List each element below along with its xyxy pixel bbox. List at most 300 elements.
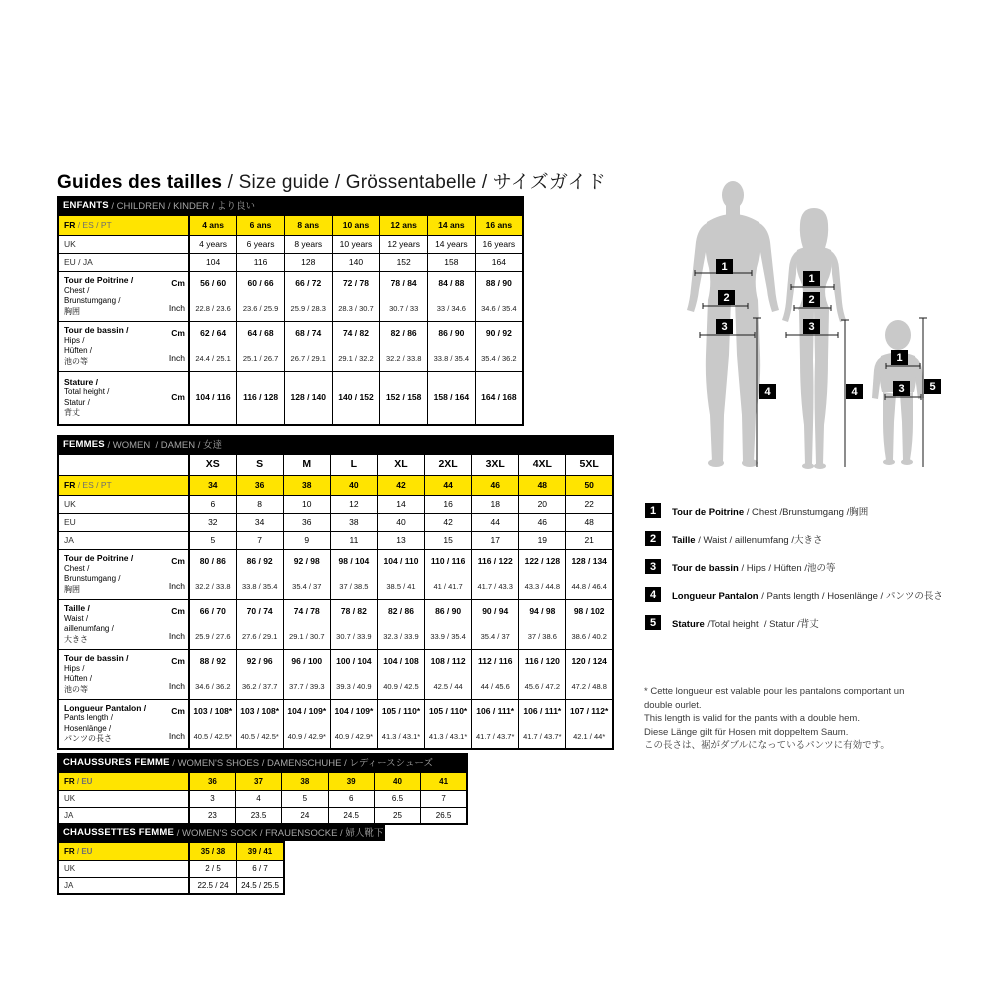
legend-item: [645, 559, 943, 574]
row-label: [58, 454, 189, 475]
cell: 32.2 / 33.8: [189, 574, 236, 599]
size-table: [57, 771, 468, 825]
cell: 33.9 / 35.4: [425, 624, 472, 649]
cell: 32.3 / 33.9: [377, 624, 424, 649]
cell: 45.6 / 47.2: [519, 674, 566, 699]
size-table: [57, 841, 285, 895]
row-label-line: Chest /: [64, 285, 90, 295]
cell: 20: [519, 495, 566, 513]
row-label: [58, 649, 155, 699]
cell: 104 / 110: [377, 549, 424, 574]
unit-label: Cm: [155, 649, 189, 674]
cell: 22.5 / 24: [189, 877, 236, 894]
table-row: [58, 649, 613, 674]
cell: 39.3 / 40.9: [330, 674, 377, 699]
cell: 37: [235, 772, 281, 790]
cell: 104 / 109*: [330, 699, 377, 724]
row-label-line: Chest /: [64, 563, 90, 573]
cell: 36.2 / 37.7: [236, 674, 283, 699]
cell: 90 / 92: [475, 321, 523, 346]
row-label-line: 胸囲: [64, 584, 80, 594]
unit-label: Inch: [155, 624, 189, 649]
pants-length-footnote: [644, 685, 984, 753]
cell: 33 / 34.6: [428, 296, 476, 321]
cell: 120 / 124: [566, 649, 613, 674]
table-row: [58, 253, 523, 271]
cell: 116 / 122: [472, 549, 519, 574]
cell: 41 / 41.7: [425, 574, 472, 599]
cell: 74 / 78: [283, 599, 330, 624]
cell: 104 / 109*: [283, 699, 330, 724]
figure-marker: 4: [759, 384, 776, 399]
legend-number-badge: 3: [645, 559, 661, 574]
table-title: CHAUSSETTES FEMME: [63, 826, 175, 838]
row-label: [58, 772, 189, 790]
cell: 84 / 88: [428, 271, 476, 296]
table-row: [58, 790, 467, 807]
row-label-subtext: / EU: [74, 776, 93, 786]
cell: 90 / 94: [472, 599, 519, 624]
table-row: [58, 531, 613, 549]
cell: 50: [566, 475, 613, 495]
women-size-table: [57, 435, 614, 750]
unit-label: Inch: [155, 296, 189, 321]
cell: 152: [380, 253, 428, 271]
cell: 26.5: [421, 807, 467, 824]
table-row: [58, 215, 523, 235]
cell: 94 / 98: [519, 599, 566, 624]
cell: 18: [472, 495, 519, 513]
legend-label-main: Longueur Pantalon: [672, 590, 759, 602]
cell: 68 / 74: [284, 321, 332, 346]
row-label: [58, 842, 189, 860]
cell: 36: [189, 772, 235, 790]
legend-label: [672, 560, 836, 574]
women-shoes-table: [57, 753, 468, 825]
cell: 23.6 / 25.9: [237, 296, 285, 321]
cell: 12: [330, 495, 377, 513]
unit-label: Cm: [155, 549, 189, 574]
legend-item: [645, 531, 943, 546]
cell: 42.1 / 44*: [566, 724, 613, 749]
cell: 158: [428, 253, 476, 271]
size-header-cell: S: [236, 454, 283, 475]
cell: 25.1 / 26.7: [237, 346, 285, 371]
unit-label: Cm: [155, 699, 189, 724]
row-label: EU: [58, 513, 189, 531]
table-row: [58, 860, 284, 877]
table-title: ENFANTS: [63, 199, 109, 211]
cell: 116: [237, 253, 285, 271]
table-row: [58, 271, 523, 296]
cell: 103 / 108*: [236, 699, 283, 724]
table-row: [58, 454, 613, 475]
cell: 40.9 / 42.9*: [283, 724, 330, 749]
legend-label: [672, 504, 868, 518]
row-label-line: Taille /: [64, 603, 90, 613]
cell: 13: [377, 531, 424, 549]
cell: 30.7 / 33: [380, 296, 428, 321]
cell: 104: [189, 253, 237, 271]
row-label: [58, 321, 155, 371]
size-header-cell: XL: [377, 454, 424, 475]
cell: 48: [519, 475, 566, 495]
cell: 82 / 86: [377, 599, 424, 624]
row-label: JA: [58, 877, 189, 894]
table-title-bar: [57, 753, 468, 771]
row-label-line: Tour de bassin /: [64, 325, 129, 335]
legend-number-badge: 1: [645, 503, 661, 518]
row-label-line: Hips /: [64, 663, 85, 673]
cell: 42: [377, 475, 424, 495]
cell: 12 ans: [380, 215, 428, 235]
figure-marker: 5: [924, 379, 941, 394]
cell: 152 / 158: [380, 371, 428, 425]
table-title-subtext: / WOMEN'S SHOES / DAMENSCHUHE / レディースシューズ: [169, 758, 433, 769]
row-label: [58, 549, 155, 599]
legend-label-main: Taille: [672, 534, 696, 546]
cell: 104 / 116: [189, 371, 237, 425]
row-label: [58, 699, 155, 749]
cell: 40.5 / 42.5*: [189, 724, 236, 749]
row-label-line: Tour de bassin /: [64, 653, 129, 663]
cell: 34.6 / 35.4: [475, 296, 523, 321]
unit-label: Inch: [155, 724, 189, 749]
cell: 25.9 / 28.3: [284, 296, 332, 321]
row-label-main: FR: [64, 776, 75, 786]
table-title-bar: [57, 823, 385, 841]
table-row: [58, 495, 613, 513]
row-label-subtext: / ES / PT: [75, 219, 112, 230]
row-label-subtext: / EU: [74, 846, 93, 856]
cell: 41: [421, 772, 467, 790]
cell: 5: [282, 790, 328, 807]
cell: 86 / 92: [236, 549, 283, 574]
footnote-line: * Cette longueur est valable pour les pantalons comportant un: [644, 686, 905, 697]
cell: 86 / 90: [425, 599, 472, 624]
row-label: [58, 599, 155, 649]
cell: 41.3 / 43.1*: [425, 724, 472, 749]
cell: 24.5 / 25.5: [237, 877, 285, 894]
size-header-cell: 5XL: [566, 454, 613, 475]
cell: 64 / 68: [237, 321, 285, 346]
row-label: [58, 271, 155, 321]
cell: 10 years: [332, 235, 380, 253]
legend-label-subtext: /Total height / Statur /背丈: [704, 618, 819, 630]
cell: 74 / 82: [332, 321, 380, 346]
cell: 43.3 / 44.8: [519, 574, 566, 599]
cell: 14 years: [428, 235, 476, 253]
cell: 8 ans: [284, 215, 332, 235]
table-row: [58, 807, 467, 824]
legend-label-main: Tour de Poitrine: [672, 506, 745, 518]
unit-label: Inch: [155, 574, 189, 599]
cell: 39: [328, 772, 374, 790]
cell: 40.9 / 42.9*: [330, 724, 377, 749]
table-title-subtext: / CHILDREN / KINDER / より良い: [108, 201, 255, 212]
cell: 34.6 / 36.2: [189, 674, 236, 699]
cell: 128 / 140: [284, 371, 332, 425]
cell: 103 / 108*: [189, 699, 236, 724]
cell: 25: [374, 807, 420, 824]
table-title-subtext: / WOMEN / DAMEN / 女達: [104, 440, 223, 451]
page-title-main: Guides des tailles: [57, 172, 223, 193]
cell: 35.4 / 37: [472, 624, 519, 649]
cell: 4 ans: [189, 215, 237, 235]
table-row: [58, 549, 613, 574]
table-row: [58, 599, 613, 624]
cell: 35 / 38: [189, 842, 236, 860]
row-label-line: Longueur Pantalon /: [64, 702, 147, 713]
cell: 98 / 104: [330, 549, 377, 574]
legend-item: [645, 587, 943, 602]
row-label-line: 池の等: [64, 356, 88, 366]
cell: 23: [189, 807, 235, 824]
row-label: [58, 371, 155, 425]
cell: 8 years: [284, 235, 332, 253]
cell: 14 ans: [428, 215, 476, 235]
cell: 44.8 / 46.4: [566, 574, 613, 599]
row-label-line: Pants length /: [64, 713, 113, 723]
man-silhouette: [687, 181, 779, 467]
legend-label-main: Tour de bassin: [672, 562, 739, 574]
row-label-line: Hips /: [64, 335, 85, 345]
cell: 88 / 90: [475, 271, 523, 296]
cell: 47.2 / 48.8: [566, 674, 613, 699]
cell: 4: [235, 790, 281, 807]
figure-marker: 1: [716, 259, 733, 274]
cell: 22: [566, 495, 613, 513]
cell: 37 / 38.5: [330, 574, 377, 599]
size-header-cell: M: [283, 454, 330, 475]
cell: 32: [189, 513, 236, 531]
figure-marker: 1: [803, 271, 820, 286]
legend-label: [672, 616, 819, 630]
table-title-bar: [57, 196, 524, 214]
row-label-line: Hüften /: [64, 346, 93, 355]
cell: 5: [189, 531, 236, 549]
cell: 6 years: [237, 235, 285, 253]
row-label-line: aillenumfang /: [64, 624, 114, 633]
cell: 16 ans: [475, 215, 523, 235]
cell: 41.7 / 43.7*: [472, 724, 519, 749]
row-label-line: 背丈: [64, 408, 80, 418]
table-row: [58, 699, 613, 724]
cell: 78 / 84: [380, 271, 428, 296]
cell: 44: [472, 513, 519, 531]
legend-number-badge: 2: [645, 531, 661, 546]
table-row: [58, 475, 613, 495]
cell: 92 / 98: [283, 549, 330, 574]
cell: 19: [519, 531, 566, 549]
cell: 25.9 / 27.6: [189, 624, 236, 649]
row-label: JA: [58, 531, 189, 549]
table-row: [58, 513, 613, 531]
row-label-line: Hüften /: [64, 674, 93, 683]
row-label-line: Brunstumgang /: [64, 296, 121, 305]
legend-label-subtext: / Hips / Hüften /池の等: [738, 562, 836, 574]
cell: 41.7 / 43.3: [472, 574, 519, 599]
cell: 33.8 / 35.4: [236, 574, 283, 599]
cell: 66 / 70: [189, 599, 236, 624]
cell: 36: [236, 475, 283, 495]
legend-label: [672, 588, 943, 602]
row-label-subtext: / ES / PT: [75, 479, 112, 490]
row-label-line: Tour de Poitrine /: [64, 553, 134, 563]
cell: 23.5: [235, 807, 281, 824]
cell: 32.2 / 33.8: [380, 346, 428, 371]
cell: 41.3 / 43.1*: [377, 724, 424, 749]
cell: 34: [236, 513, 283, 531]
children-size-table: [57, 196, 524, 426]
cell: 38: [330, 513, 377, 531]
legend-label-subtext: / Pants length / Hosenlänge / パンツの長さ: [758, 590, 943, 602]
cell: 164: [475, 253, 523, 271]
row-label: UK: [58, 235, 189, 253]
figure-marker: 4: [846, 384, 863, 399]
legend-number-badge: 4: [645, 587, 661, 602]
unit-label: Inch: [155, 346, 189, 371]
cell: 70 / 74: [236, 599, 283, 624]
table-row: [58, 371, 523, 425]
cell: 92 / 96: [236, 649, 283, 674]
cell: 116 / 128: [237, 371, 285, 425]
cell: 56 / 60: [189, 271, 237, 296]
cell: 100 / 104: [330, 649, 377, 674]
cell: 38.6 / 40.2: [566, 624, 613, 649]
cell: 6: [189, 495, 236, 513]
row-label-main: FR: [64, 219, 76, 230]
cell: 12 years: [380, 235, 428, 253]
measurement-legend: [645, 503, 943, 643]
cell: 21: [566, 531, 613, 549]
cell: 29.1 / 32.2: [332, 346, 380, 371]
row-label-main: FR: [64, 479, 76, 490]
cell: 108 / 112: [425, 649, 472, 674]
cell: 116 / 120: [519, 649, 566, 674]
figure-marker: 2: [803, 292, 820, 307]
size-table: [57, 214, 524, 426]
women-socks-table: [57, 823, 384, 895]
cell: 2 / 5: [189, 860, 236, 877]
cell: 88 / 92: [189, 649, 236, 674]
cell: 41.7 / 43.7*: [519, 724, 566, 749]
table-title: FEMMES: [63, 438, 105, 450]
cell: 16: [425, 495, 472, 513]
figure-marker: 3: [716, 319, 733, 334]
legend-label: [672, 532, 822, 546]
unit-label: Cm: [155, 271, 189, 296]
cell: 40: [377, 513, 424, 531]
unit-label: Cm: [155, 599, 189, 624]
cell: 10: [283, 495, 330, 513]
row-label-line: 胸囲: [64, 306, 80, 316]
cell: 22.8 / 23.6: [189, 296, 237, 321]
cell: 4 years: [189, 235, 237, 253]
figure-marker: 3: [803, 319, 820, 334]
cell: 105 / 110*: [377, 699, 424, 724]
cell: 16 years: [475, 235, 523, 253]
cell: 82 / 86: [380, 321, 428, 346]
row-label-line: Waist /: [64, 613, 89, 623]
footnote-line: この長さは、裾がダブルになっているパンツに有効です。: [644, 740, 890, 751]
cell: 6.5: [374, 790, 420, 807]
cell: 30.7 / 33.9: [330, 624, 377, 649]
figure-marker: 3: [893, 381, 910, 396]
cell: 7: [421, 790, 467, 807]
cell: 37 / 38.6: [519, 624, 566, 649]
cell: 27.6 / 29.1: [236, 624, 283, 649]
cell: 158 / 164: [428, 371, 476, 425]
legend-item: [645, 503, 943, 518]
row-label-main: FR: [64, 846, 75, 856]
cell: 11: [330, 531, 377, 549]
cell: 34: [189, 475, 236, 495]
cell: 38: [283, 475, 330, 495]
row-label-line: 池の等: [64, 684, 88, 694]
cell: 40.5 / 42.5*: [236, 724, 283, 749]
cell: 38.5 / 41: [377, 574, 424, 599]
cell: 24.4 / 25.1: [189, 346, 237, 371]
row-label: UK: [58, 495, 189, 513]
cell: 122 / 128: [519, 549, 566, 574]
cell: 33.8 / 35.4: [428, 346, 476, 371]
size-table: [57, 453, 614, 750]
cell: 104 / 108: [377, 649, 424, 674]
row-label-line: 大きさ: [64, 634, 88, 644]
cell: 14: [377, 495, 424, 513]
cell: 35.4 / 36.2: [475, 346, 523, 371]
legend-label-main: Stature: [672, 618, 705, 630]
cell: 40: [374, 772, 420, 790]
row-label-line: パンツの長さ: [64, 734, 112, 744]
cell: 46: [519, 513, 566, 531]
row-label: EU / JA: [58, 253, 189, 271]
row-label-line: Stature /: [64, 376, 99, 387]
unit-label: Cm: [155, 371, 189, 425]
legend-item: [645, 615, 943, 630]
size-header-cell: XS: [189, 454, 236, 475]
legend-label-subtext: / Chest /Brunstumgang /胸囲: [744, 506, 869, 518]
footnote-line: double ourlet.: [644, 699, 702, 711]
legend-number-badge: 5: [645, 615, 661, 630]
cell: 37.7 / 39.3: [283, 674, 330, 699]
cell: 164 / 168: [475, 371, 523, 425]
cell: 110 / 116: [425, 549, 472, 574]
cell: 8: [236, 495, 283, 513]
row-label: JA: [58, 807, 189, 824]
page-title-subtext: / Size guide / Grössentabelle / サイズガイド: [222, 172, 606, 193]
cell: 29.1 / 30.7: [283, 624, 330, 649]
row-label: [58, 215, 189, 235]
figure-marker: 1: [891, 350, 908, 365]
cell: 72 / 78: [332, 271, 380, 296]
cell: 38: [282, 772, 328, 790]
cell: 86 / 90: [428, 321, 476, 346]
cell: 24: [282, 807, 328, 824]
cell: 128 / 134: [566, 549, 613, 574]
cell: 140 / 152: [332, 371, 380, 425]
cell: 40: [330, 475, 377, 495]
cell: 28.3 / 30.7: [332, 296, 380, 321]
figure-marker: 2: [718, 290, 735, 305]
cell: 42: [425, 513, 472, 531]
cell: 40.9 / 42.5: [377, 674, 424, 699]
unit-label: Inch: [155, 674, 189, 699]
cell: 24.5: [328, 807, 374, 824]
cell: 62 / 64: [189, 321, 237, 346]
cell: 60 / 66: [237, 271, 285, 296]
